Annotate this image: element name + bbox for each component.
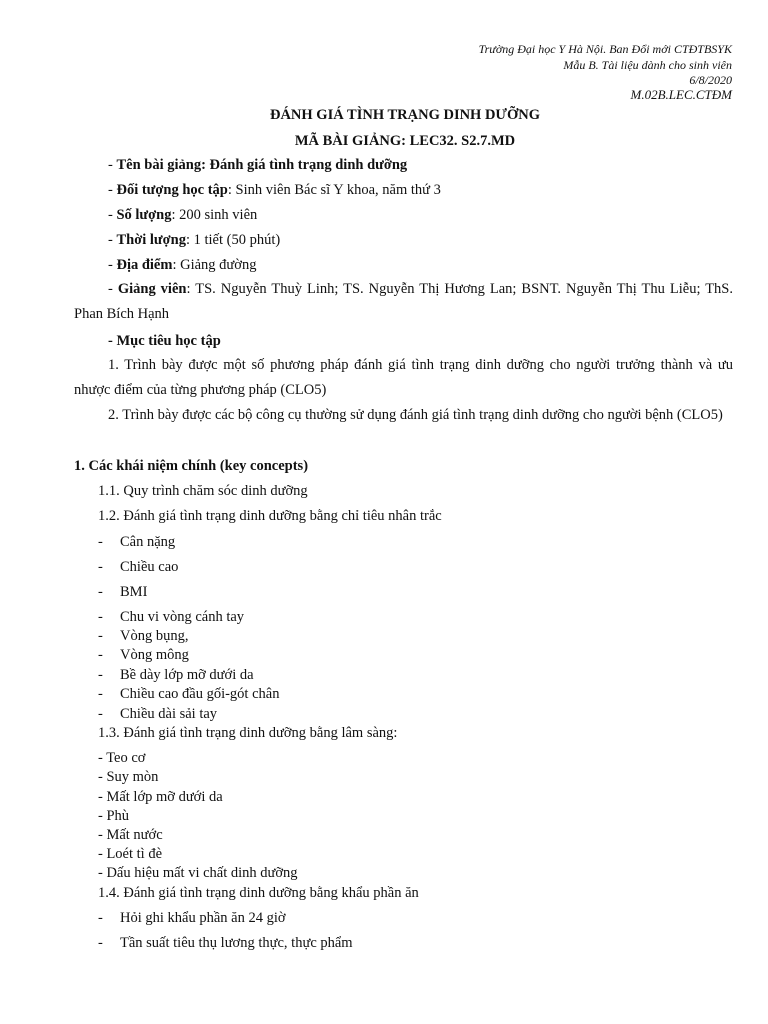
document-page: Trường Đại học Y Hà Nội. Ban Đổi mới CTĐTBSYK Mẫu B. Tài liệu dành cho sinh viên 6/8/2020 M.02B.LEC.CTĐM ĐÁNH GIÁ TÌNH TRẠNG DINH DƯỠNG MÃ BÀI GIẢNG: LEC32. S2.7.MD - Tên bài giảng: Đánh giá tình trạng dinh dưỡng - Đối tượng học tập: Sinh viên Bác sĩ Y khoa, năm thứ 3 - Số lượng: 200 sinh viên - Thời lượng: 1 tiết (50 phút) - Địa điểm: Giảng đường - Giảng viên: TS. Nguyễn Thuỳ Linh; TS. Nguyễn Thị Hương Lan; BSNT. Nguyễn Thị Thu Liễu; ThS. Phan Bích Hạnh - Mục tiêu học tập 1. Trình bày được một số phương pháp đánh giá tình trạng dinh dưỡng cho người trưởng thành và ưu nhược điểm của từng phương pháp (CLO5) 2. Trình bày được các bộ công cụ thường sử dụng đánh giá tình trạng dinh dưỡng cho người bệnh (CLO5) 1. Các khái niệm chính (key concepts) 1.1. Quy trình chăm sóc dinh dưỡng 1.2. Đánh giá tình trạng dinh dưỡng bằng chỉ tiêu nhân trắc - Cân nặng - Chiều cao - BMI - Chu vi vòng cánh tay - Vòng bụng, - Vòng mông - Bề dày lớp mỡ dưới da - Chiều cao đầu gối-gót chân - Chiều dài sải tay 1.3. Đánh giá tình trạng dinh dưỡng bằng lâm sàng: - Teo cơ - Suy mòn - Mất lớp mỡ dưới da - Phù - Mất nước - Loét tì đè - Dấu hiệu mất vi chất dinh dưỡng 1.4. Đánh giá tình trạng dinh dưỡng bằng khẩu phần ăn - Hỏi ghi khẩu phần ăn 24 giờ - Tần suất tiêu thụ lương thực, thực phẩm — [0, 0, 768, 1024]
list-item: Chu vi vòng cánh tay — [120, 609, 245, 625]
list-item: - Phù — [98, 808, 130, 824]
lecture-code: MÃ BÀI GIẢNG: LEC32. S2.7.MD — [294, 133, 516, 149]
header-form: Mẫu B. Tài liệu dành cho sinh viên — [563, 58, 732, 72]
subsection-1-3: 1.3. Đánh giá tình trạng dinh dưỡng bằng lâm sàng: — [98, 725, 398, 741]
section-1-heading: 1. Các khái niệm chính (key concepts) — [74, 458, 309, 474]
objective-2: 2. Trình bày được các bộ công cụ thường sử dụng đánh giá tình trạng dinh dưỡng cho người bệnh (CLO5) — [108, 407, 723, 423]
header-date: 6/8/2020 — [689, 73, 732, 87]
document-title: ĐÁNH GIÁ TÌNH TRẠNG DINH DƯỠNG — [269, 107, 541, 123]
list-item: Vòng mông — [120, 647, 189, 663]
info-audience: - Đối tượng học tập: Sinh viên Bác sĩ Y khoa, năm thứ 3 — [108, 182, 441, 198]
list-item: - Teo cơ — [98, 750, 146, 766]
subsection-1-2: 1.2. Đánh giá tình trạng dinh dưỡng bằng chỉ tiêu nhân trắc — [98, 508, 442, 524]
location-label: Địa điểm — [116, 257, 173, 273]
lecture-name: Tên bài giảng: Đánh giá tình trạng dinh dưỡng — [116, 157, 408, 173]
count-value: : 200 sinh viên — [171, 207, 258, 223]
header-code: M.02B.LEC.CTĐM — [630, 87, 732, 102]
list-item: Cân nặng — [120, 534, 176, 550]
objective-1: 1. Trình bày được một số phương pháp đánh giá tình trạng dinh dưỡng cho người trưởng thành và ưu nhược điểm của từng phương pháp (CLO5) — [74, 357, 733, 398]
subsection-1-4: 1.4. Đánh giá tình trạng dinh dưỡng bằng khẩu phần ăn — [98, 885, 419, 901]
objectives-heading: - Mục tiêu học tập — [108, 333, 221, 349]
list-item: Chiều dài sải tay — [120, 706, 218, 722]
lecturers-value: : TS. Nguyễn Thuỳ Linh; TS. Nguyễn Thị Hương Lan; BSNT. Nguyễn Thị Thu Liễu; ThS. Phan Bích Hạnh — [74, 281, 733, 322]
info-lecture-name: - Tên bài giảng: Đánh giá tình trạng dinh dưỡng — [108, 157, 408, 173]
list-item: - Mất nước — [98, 827, 163, 843]
list-item: Hỏi ghi khẩu phần ăn 24 giờ — [120, 910, 286, 926]
duration-label: Thời lượng — [116, 232, 186, 248]
list-item: Chiều cao đầu gối-gót chân — [120, 686, 280, 702]
list-item: Vòng bụng, — [120, 628, 189, 644]
info-duration: - Thời lượng: 1 tiết (50 phút) — [108, 232, 281, 248]
info-lecturers: - Giảng viên: TS. Nguyễn Thuỳ Linh; TS. Nguyễn Thị Hương Lan; BSNT. Nguyễn Thị Thu Liễu; ThS. Phan Bích Hạnh — [74, 281, 733, 322]
list-item: - Suy mòn — [98, 769, 159, 785]
subsection-1-1: 1.1. Quy trình chăm sóc dinh dưỡng — [98, 483, 308, 499]
info-location: - Địa điểm: Giảng đường — [108, 257, 257, 273]
list-item: Tần suất tiêu thụ lương thực, thực phẩm — [120, 935, 353, 951]
info-count: - Số lượng: 200 sinh viên — [108, 207, 258, 223]
list-item: Chiều cao — [120, 559, 179, 575]
list-item: - Mất lớp mỡ dưới da — [98, 789, 223, 805]
header-school: Trường Đại học Y Hà Nội. Ban Đổi mới CTĐTBSYK — [478, 42, 732, 56]
list-item: - Dấu hiệu mất vi chất dinh dưỡng — [98, 865, 298, 881]
count-label: Số lượng — [116, 207, 172, 223]
lecturers-label: Giảng viên — [117, 281, 187, 297]
list-item: - Loét tì đè — [98, 846, 163, 862]
duration-value: : 1 tiết (50 phút) — [185, 232, 281, 248]
location-value: : Giảng đường — [172, 257, 257, 273]
audience-label: Đối tượng học tập — [116, 182, 228, 198]
audience-value: : Sinh viên Bác sĩ Y khoa, năm thứ 3 — [227, 182, 441, 198]
list-item: BMI — [120, 584, 148, 600]
list-item: Bề dày lớp mỡ dưới da — [120, 667, 254, 683]
